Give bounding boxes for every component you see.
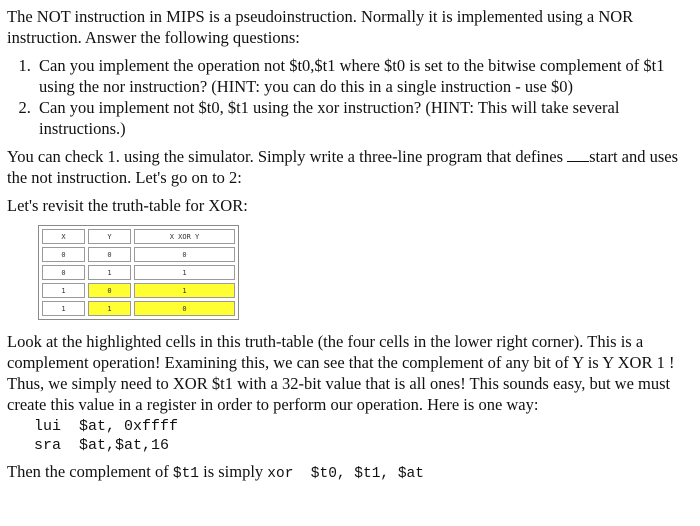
header-x: X xyxy=(42,229,85,244)
table-row xyxy=(42,247,235,262)
cell-xor: 1 xyxy=(134,265,235,280)
cell-y-highlighted: 1 xyxy=(88,301,131,316)
header-y: Y xyxy=(88,229,131,244)
intro-paragraph: The NOT instruction in MIPS is a pseudoinstruction. Normally it is implemented using a NOR instruction. Answer the following questions: xyxy=(7,7,634,47)
cell-xor-highlighted: 0 xyxy=(134,301,235,316)
cell-y-highlighted: 0 xyxy=(88,283,131,298)
xor-truth-table xyxy=(38,225,239,320)
check-text-before: You can check 1. using the simulator. Simply write a three-line program that defines xyxy=(7,147,568,166)
conclusion-middle: is simply xyxy=(198,462,268,481)
register-name: $t1 xyxy=(172,466,199,482)
code-line: sra $at,$at,16 xyxy=(34,437,170,454)
table-header-row xyxy=(42,229,235,244)
header-xor: X XOR Y xyxy=(134,229,235,244)
cell-x: 0 xyxy=(42,247,85,262)
code-block xyxy=(34,417,695,455)
truth-table-container xyxy=(38,225,695,320)
check-paragraph xyxy=(7,146,695,188)
cell-x: 1 xyxy=(42,301,85,316)
question-item: 1. Can you implement the operation not $t0,$t1 where $t0 is set to the bitwise complement of $t1 using the nor instruction? (HINT: you can do this in a single instruction - use $0) xyxy=(35,55,695,97)
document-page xyxy=(7,6,695,485)
check-text-after: start and uses the not instruction. Let's go on to 2: xyxy=(7,147,679,187)
xor-instruction: xor $t0, $t1, $at xyxy=(267,466,424,482)
blank-underline xyxy=(567,147,589,162)
revisit-paragraph: Let's revisit the truth-table for XOR: xyxy=(7,196,248,215)
cell-xor: 0 xyxy=(134,247,235,262)
cell-y: 0 xyxy=(88,247,131,262)
table-row xyxy=(42,283,235,298)
cell-x: 1 xyxy=(42,283,85,298)
conclusion-paragraph xyxy=(7,461,695,485)
cell-x: 0 xyxy=(42,265,85,280)
conclusion-prefix: Then the complement of xyxy=(7,462,173,481)
explanation-paragraph: Look at the highlighted cells in this truth-table (the four cells in the lower right corner). This is a complement operation! Examining this, we can see that the complement of any bit of Y is Y XOR 1 ! Thus, we simply need to XOR $t1 with a 32-bit value that is all ones! This sounds easy, but we must create this value in a register in order to perform our operation. Here is one way: xyxy=(7,332,675,414)
cell-xor-highlighted: 1 xyxy=(134,283,235,298)
table-row xyxy=(42,301,235,316)
question-item: 2. Can you implement not $t0, $t1 using the xor instruction? (HINT: This will take several instructions.) xyxy=(35,97,695,139)
question-list xyxy=(7,55,695,139)
table-row xyxy=(42,265,235,280)
code-line: lui $at, 0xffff xyxy=(34,418,179,435)
cell-y: 1 xyxy=(88,265,131,280)
